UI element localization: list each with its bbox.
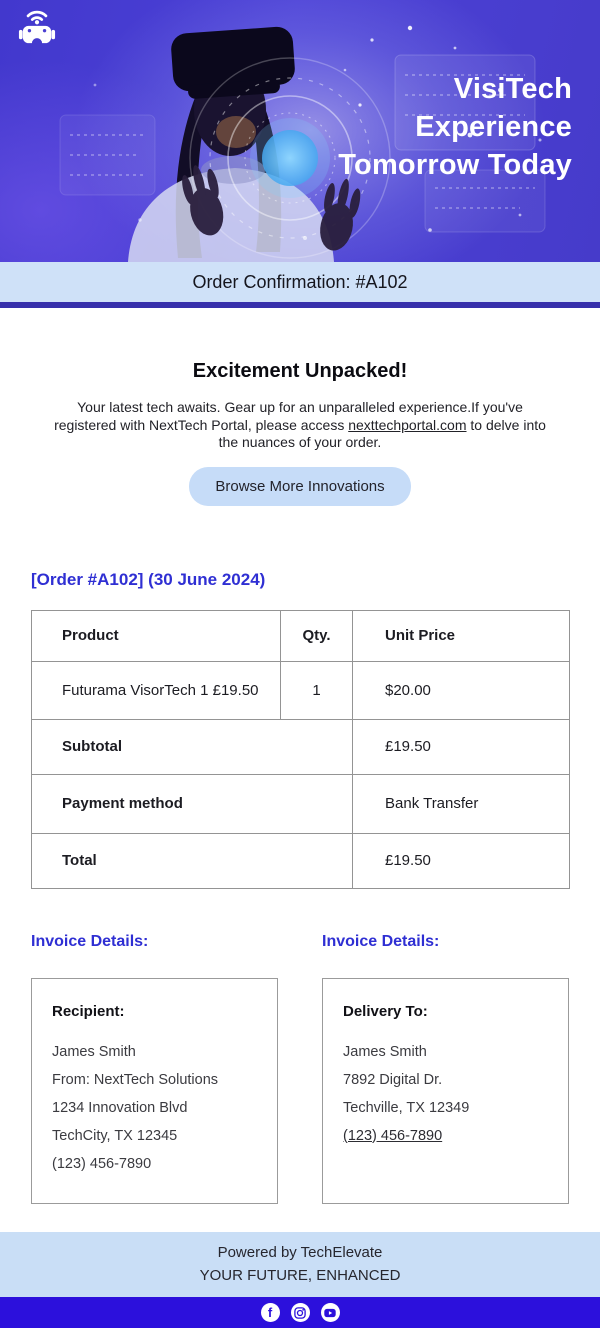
intro-heading: Excitement Unpacked! [192, 360, 408, 382]
intro-body-text-before: Your latest tech awaits. Gear up for an unparalleled experience.If you've registered with NextTech Portal, please access [54, 399, 523, 433]
subtotal-value-cell: £19.50 [353, 719, 570, 774]
intro-body-text-after: to delve into the nuances of your order. [218, 416, 546, 450]
order-confirmation-bar [0, 262, 600, 302]
order-heading: [Order #A102] (30 June 2024) [31, 569, 266, 589]
button-row [0, 467, 600, 506]
order-confirmation-text: Order Confirmation: #A102 [192, 271, 408, 292]
footer-tagline: YOUR FUTURE, ENHANCED [199, 1267, 401, 1284]
recipient-city: TechCity, TX 12345 [52, 1127, 178, 1144]
footer-social-band [0, 1297, 600, 1328]
facebook-icon[interactable]: f [261, 1303, 280, 1322]
delivery-box [322, 978, 569, 1204]
payment-method-value-cell: Bank Transfer [353, 774, 570, 833]
product-name-cell: Futurama VisorTech 1 £19.50 [32, 661, 281, 719]
invoice-delivery-column [322, 933, 569, 1204]
vr-headset-wifi-icon [16, 8, 58, 50]
column-header-product: Product [32, 610, 281, 661]
hero-title [338, 70, 572, 184]
payment-method-row [32, 774, 570, 833]
main-content [0, 308, 600, 1232]
recipient-street: 1234 Innovation Blvd [52, 1099, 188, 1116]
footer [0, 1232, 600, 1297]
invoice-recipient-column [31, 933, 278, 1204]
total-label-cell: Total [32, 833, 353, 888]
delivery-phone-link[interactable]: (123) 456-7890 [343, 1127, 443, 1144]
delivery-name: James Smith [343, 1043, 427, 1060]
invoice-details-heading-right: Invoice Details: [322, 932, 440, 950]
footer-powered-by: Powered by TechElevate [217, 1244, 383, 1261]
hero-header [0, 0, 600, 262]
table-header-row [32, 610, 570, 661]
recipient-phone: (123) 456-7890 [52, 1155, 152, 1172]
recipient-box [31, 978, 278, 1204]
intro-body [49, 399, 551, 452]
payment-method-label-cell: Payment method [32, 774, 353, 833]
delivery-city: Techville, TX 12349 [343, 1099, 470, 1116]
total-value-cell: £19.50 [353, 833, 570, 888]
youtube-icon[interactable] [321, 1303, 340, 1322]
total-row [32, 833, 570, 888]
order-table [31, 610, 570, 889]
instagram-icon[interactable] [291, 1303, 310, 1322]
product-qty-cell: 1 [281, 661, 353, 719]
column-header-unit-price: Unit Price [353, 610, 570, 661]
recipient-name: James Smith [52, 1043, 136, 1060]
hero-title-line2: Experience [415, 111, 572, 143]
delivery-street: 7892 Digital Dr. [343, 1071, 443, 1088]
order-section [0, 570, 600, 889]
hero-title-line3: Tomorrow Today [338, 149, 572, 181]
recipient-box-title: Recipient: [52, 1002, 125, 1020]
column-header-qty: Qty. [281, 610, 353, 661]
invoice-section [0, 933, 600, 1204]
delivery-box-title: Delivery To: [343, 1002, 428, 1020]
product-row [32, 661, 570, 719]
hero-title-line1: VisiTech [453, 73, 572, 105]
subtotal-row [32, 719, 570, 774]
product-price-cell: $20.00 [353, 661, 570, 719]
subtotal-label-cell: Subtotal [32, 719, 353, 774]
nexttechportal-link[interactable]: nexttechportal.com [348, 416, 467, 433]
invoice-details-heading-left: Invoice Details: [31, 932, 149, 950]
recipient-from: From: NextTech Solutions [52, 1071, 219, 1088]
browse-more-innovations-button[interactable]: Browse More Innovations [189, 467, 410, 506]
